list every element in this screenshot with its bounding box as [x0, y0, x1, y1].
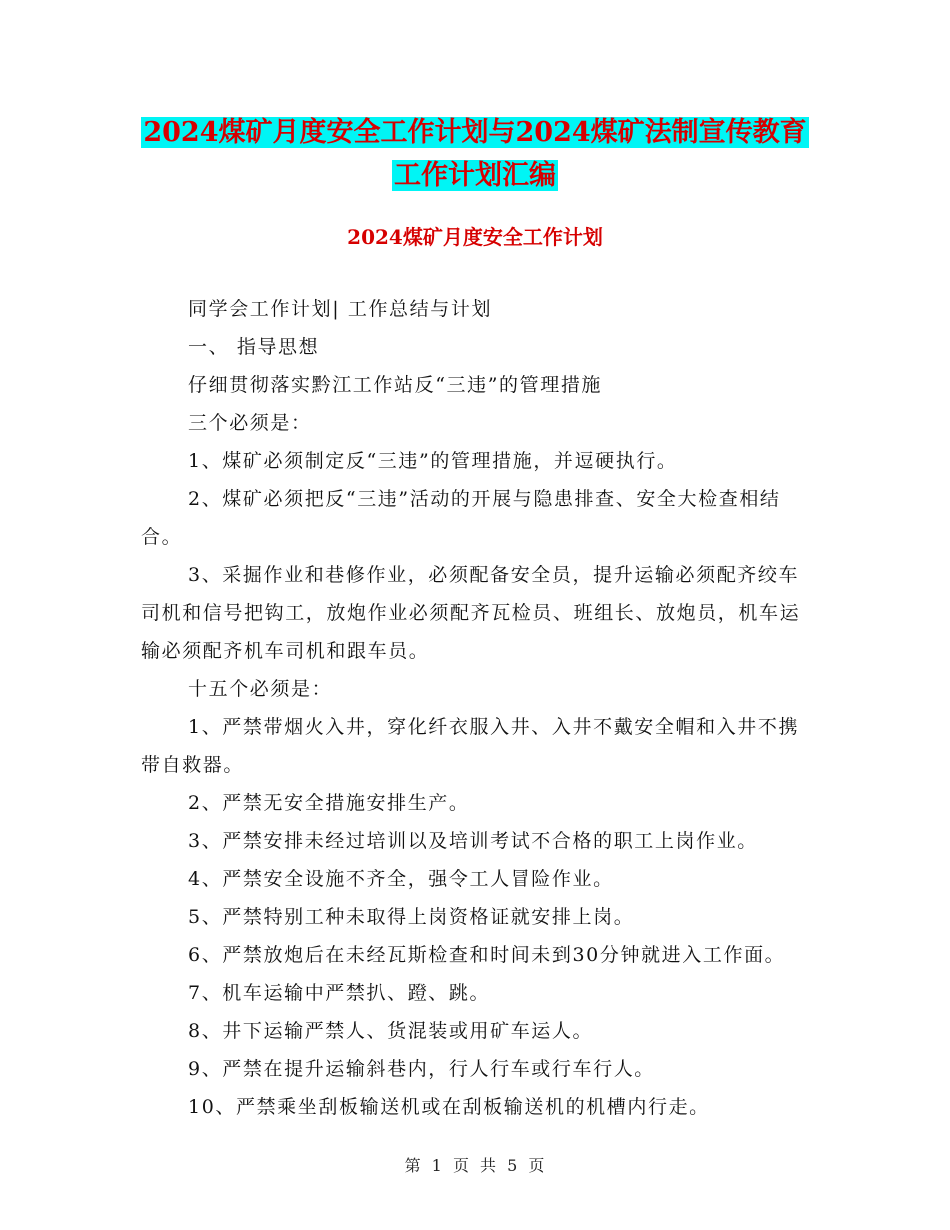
paragraph: 3、采掘作业和巷修作业，必须配备安全员，提升运输必须配齐绞车司机和信号把钩工，放炮作业必须配齐瓦检员、班组长、放炮员，机车运输必须配齐机车司机和跟车员。 — [141, 564, 801, 662]
paragraph: 3、严禁安排未经过培训以及培训考试不合格的职工上岗作业。 — [188, 830, 758, 852]
document-body — [141, 290, 813, 1126]
paragraph: 1、煤矿必须制定反“三违”的管理措施，并逗硬执行。 — [188, 450, 678, 472]
paragraph: 三个必须是： — [188, 412, 312, 434]
paragraph: 一、 指导思想 — [188, 336, 320, 358]
title-highlight-2: 工作计划汇编 — [394, 160, 556, 191]
document-title-line-1 — [140, 110, 810, 149]
paragraph: 仔细贯彻落实黔江工作站反“三违”的管理措施 — [188, 374, 603, 396]
document-title-line-2 — [140, 153, 810, 192]
paragraph: 8、井下运输严禁人、货混装或用矿车运人。 — [188, 1020, 594, 1042]
paragraph: 2、严禁无安全措施安排生产。 — [188, 792, 470, 814]
paragraph: 十五个必须是： — [188, 678, 333, 700]
paragraph: 9、严禁在提升运输斜巷内，行人行车或行车行人。 — [188, 1058, 655, 1080]
paragraph: 10、严禁乘坐刮板输送机或在刮板输送机的机槽内行走。 — [188, 1096, 710, 1118]
paragraph: 1、严禁带烟火入井，穿化纤衣服入井、入井不戴安全帽和入井不携带自救器。 — [141, 716, 800, 776]
title-highlight-1: 2024煤矿月度安全工作计划与2024煤矿法制宣传教育 — [143, 117, 807, 148]
section-title: 2024煤矿月度安全工作计划 — [347, 225, 603, 249]
paragraph: 4、严禁安全设施不齐全，强令工人冒险作业。 — [188, 868, 614, 890]
paragraph: 2、煤矿必须把反“三违”活动的开展与隐患排查、安全大检查相结合。 — [141, 488, 781, 548]
page-footer: 第 1 页 共 5 页 — [404, 1156, 546, 1175]
paragraph: 同学会工作计划| 工作总结与计划 — [188, 298, 493, 320]
paragraph: 6、严禁放炮后在未经瓦斯检查和时间未到30分钟就进入工作面。 — [188, 944, 786, 966]
paragraph: 7、机车运输中严禁扒、蹬、跳。 — [188, 982, 491, 1004]
paragraph: 5、严禁特别工种未取得上岗资格证就安排上岗。 — [188, 906, 635, 928]
